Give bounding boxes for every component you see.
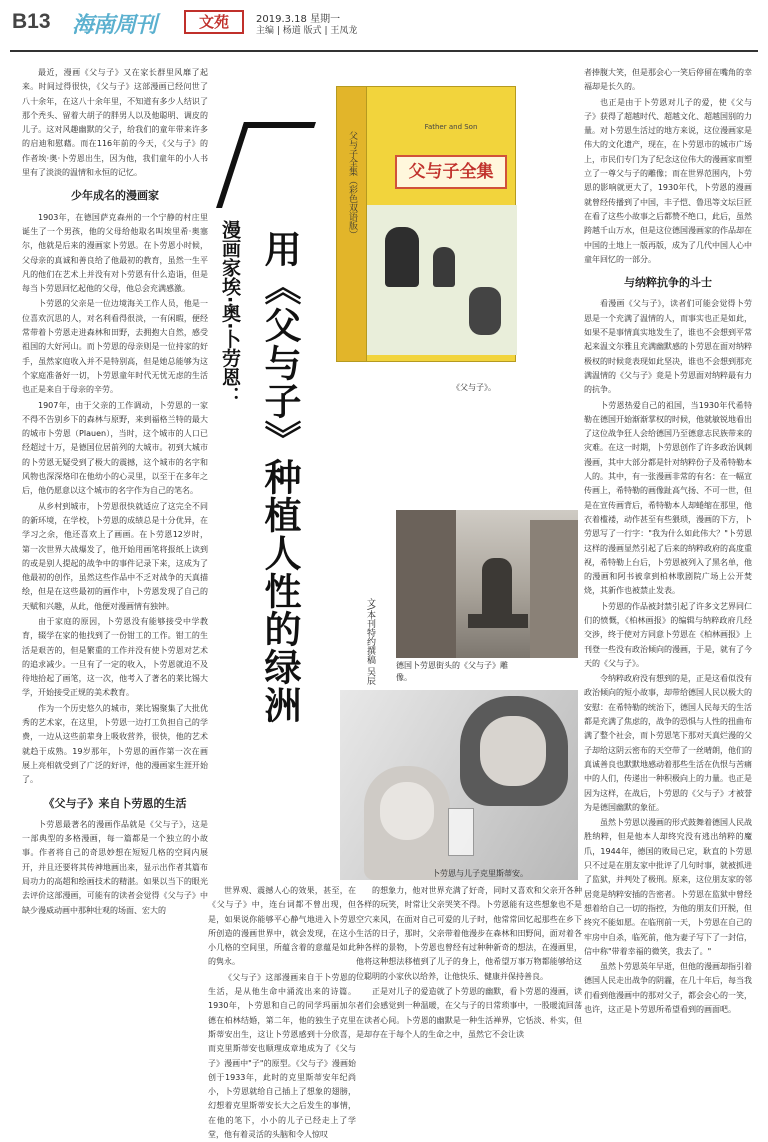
paragraph: 的想象力，他对世界充满了好奇，同时又喜欢和父亲开各种各样的玩笑，时常让父亲哭笑不得。卜劳恩能有这些想象也不是空穴来风，在面对自己可爱的儿子时，他常常回忆起那些在乡下生活的日子，那时，父亲带着他漫步在森林和田野间，面对着各种各样的景物，卜劳恩也曾经有过种种新奇的想法，在漫画里，他将这种想法移植到了儿子的身上，他希望万事万物都能够给这位聪明的小家伙以给养，让他快乐、健康并保持善良。	[356, 886, 582, 981]
paragraph: 卜劳恩的作品被封禁引起了许多文艺界同仁们的愤慨，《柏林画报》的编辑与纳粹政府几经交涉，终于使对方同意卜劳恩在《柏林画报》上刊登一些没有政治倾向的漫画，于是，就有了今天的《父与子》。	[584, 601, 752, 668]
paragraph: 看漫画《父与子》，读者们可能会觉得卜劳恩是一个充满了温情的人，而事实也正是如此，如果不是事情真实地发生了，谁也不会想到平常起来温文尔雅且充满幽默感的卜劳恩在面对纳粹极权的时候竟表现如此坚决，谁也不会想到那充满温情的《父与子》竟是卜劳恩面对纳粹最有力的抗争。	[584, 299, 752, 395]
section-label: 文苑	[184, 10, 244, 34]
cartoon-figure	[469, 287, 501, 335]
page-header	[0, 0, 768, 48]
section-heading: 少年成名的漫画家	[71, 189, 159, 203]
drinking-glass	[448, 808, 474, 856]
paragraph: 卜劳恩热爱自己的祖国，当1930年代希特勒在德国开始渐渐掌权的时候，他就敏锐地看出了这位战争狂人会给德国乃至德意志民族带来的灾难。在这一时期，卜劳恩创作了许多政治讽刺漫画，其中大部分都是针对纳粹份子及希特勒本人的。其中，有一张漫画非常的有名：在一幅宣传画上，希特勒的画像趾高气扬、不可一世，但是在宣传画背后，希特勒本人却蜷缩在那里，他衣着槛褛，动作甚至有些猥琐，漫画的下方，卜劳恩写了一行字："我为什么如此伟大？"卜劳恩这样的漫画显然引起了后来的纳粹政府的高度重视，希特勒上台后，卜劳恩被列入了黑名单，他的漫画和阿书被拿到柏林歌剧院广场上公开焚烧，其新作也被禁止发表。	[584, 400, 752, 596]
paragraph: 虽然卜劳恩英年早逝，但他的漫画却指引着德国人民走出战争的阴霾，在几十年后，每当我们看到他漫画中的那对父子，都会会心的一笑，也许，这正是卜劳恩所希望看到的画面吧。	[584, 962, 752, 1014]
paragraph: 最近，漫画《父与子》又在家长群里风靡了起来。时间过得很快，《父与子》这部漫画已经问世了八十余年，在这八十余年里，不知道有多少人结识了那个秃头、留着大胡子的胖男人以及他聪明、调皮的儿子。这对风趣幽默的父子，给我们的童年带来许多的启迪和慰藉。而在116年前的今天，《父与子》的作者埃·奥·卜劳恩出生，因为他，我们童年的小人书里有了淡淡的温情和永恒的记忆。	[22, 68, 208, 178]
paragraph: 虽然卜劳恩以漫画的形式鼓舞着德国人民战胜纳粹，但是他本人却终究没有逃出纳粹的魔爪，1944年，德国的败局已定，耿直的卜劳恩只不过是在朋友家中批评了几句时事，就被抓进了监狱，并判处了极刑。原来，这位朋友家的邻居竟是纳粹安插的告密者。卜劳恩在监狱中曾经想着给自己一切的指控，为他的朋友们开脱，但终究不能如愿。在临刑前一天，卜劳恩在自己的牢房中自杀，临死前，他为妻子写下了一封信，信中称"带着幸福的微笑，我去了。"	[584, 818, 752, 956]
article-column-1	[22, 66, 208, 1114]
building	[530, 520, 578, 658]
paragraph: 《父与子》这部漫画来自于卜劳恩的生活，是从他生命中涌流出来的诗篇。1930年，卜劳恩和自己的同学玛丽加尔德在柏林结婚，第二年，他的独生子克里斯蒂安出生，这让卜劳恩感到十分欣喜，而克里斯蒂安也顺理成章地成为了《父与子》漫画中"子"的原型。《父与子》漫画始创于1933年，此时的克里斯蒂安年纪尚小，卜劳恩就给自己插上了想象的翅膀，幻想着克里斯蒂安长大之后发生的事情，在他的笔下，小小的儿子已经走上了学堂，他有着灵活的头脑和令人惊叹	[208, 972, 356, 1140]
paragraph: 令纳粹政府没有想到的是，正是这看似没有政治倾向的短小故事，却带给德国人民以极大的安慰：在希特勒的统治下，德国人民每天的生活都是充满了焦虑的，战争的恐惧与人性的扭曲布满了整个社会，而卜劳恩笔下那对天真烂漫的父子却给这阴云密布的天空带了一丝晴朗，他们的真诚善良也默默地感动着那些生活在仇恨与苦痛中的人们，传递出一种积极向上的力量。也正是因为这样，在战后，卜劳恩的《父与子》才被誉为是德国幽默的象征。	[584, 674, 752, 812]
cartoon-son-figure	[433, 247, 455, 287]
father-son-photo	[340, 690, 578, 880]
book-caption: 《父与子》。	[452, 383, 496, 392]
article-column-2	[208, 884, 356, 1140]
book-cover-image	[336, 86, 516, 362]
paragraph: 1903年，在德国萨克森州的一个宁静的村庄里诞生了一个男孩，他的父母给他取名叫埃里希·奥塞尔，他就是后来的漫画家卜劳恩。在卜劳恩小时候，父母亲的真诚和善良给了他最初的教育，虽然一生平凡的他们在艺术上并没有对卜劳恩有什么造诣，但是每当卜劳恩回忆起他的父母，他总会充满感激。	[22, 212, 208, 294]
book-title: 父与子全集	[395, 155, 507, 189]
statue-base	[468, 614, 528, 628]
paragraph: 作为一个历史悠久的城市，莱比锡聚集了大批优秀的艺术家，在这里，卜劳恩一边打工负担自己的学费，一边从这些前辈身上吸收营养，很快，他的艺术就趋于成熟。19岁那年，卜劳恩的画作第一次在画展上亮相就受到了广泛的好评，他的漫画家生涯开始了。	[22, 703, 208, 785]
article-subtitle: 漫画家埃·奥·卜劳恩：	[219, 220, 241, 406]
son-face	[380, 782, 434, 840]
page-number: B13	[12, 10, 51, 33]
article-title: 用《父与子》种植人性的绿洲	[258, 230, 301, 724]
building	[396, 510, 456, 658]
section-heading: 与纳粹抗争的斗士	[624, 276, 712, 290]
book-spine-text: 父与子全集（彩色双语版）	[347, 131, 357, 239]
father-face	[480, 716, 546, 786]
statue-caption: 德国卜劳恩街头的《父与子》雕像。	[396, 661, 508, 682]
title-bracket-decoration	[216, 122, 316, 208]
paragraph: 者捧腹大笑，但是那会心一笑后停留在嘴角的幸福却是长久的。	[584, 68, 752, 92]
paragraph: 正是对儿子的爱造就了卜劳恩的幽默，看卜劳恩的漫画，读者们会感觉到一种温暖，在父与子的日常琐事中，一股暖流回荡在读者心间。卜劳恩的幽默是一种生活禅界，它恬淡、朴实，但是却存在于每个人的生命之中，虽然它不会让读	[356, 987, 582, 1039]
paragraph: 也正是由于卜劳恩对儿子的爱，使《父与子》获得了超越时代、超越文化、超越国别的力量。对卜劳恩生活过的地方来说，这位漫画家是伟大的文化遗产，现在，在卜劳恩市的城市广场上，市民们专门为了纪念这位伟大的漫画家而塑立了一尊父与子的雕像；而在世界范围内，卜劳恩的影响就更大了，1930年代，卜劳恩的漫画就曾经传播到了中国，丰子恺、鲁迅等文坛巨匠在看了这些小故事之后都赞不绝口，此后，虽然跨越千山万水，但是这位德国漫画家的作品却在中国的土地上一版再版，成为了几代中国人心中童年回忆的一部分。	[584, 97, 752, 264]
photo-caption: 卜劳恩与儿子克里斯蒂安。	[432, 869, 528, 878]
paragraph: 卜劳恩的父亲是一位边境海关工作人员，他是一位喜欢沉思的人，对名利看得很淡，一有闲暇，便经常带着卜劳恩走进森林和田野，去拥抱大自然，感受祖国的大好河山。而卜劳恩的母亲则是一位持家的好手，虽然家庭收入并不是特别高，但是她总能够为这个家庭准备好一切，卜劳恩童年时代无忧无虑的生活也正是来自于母亲的辛劳。	[22, 299, 208, 395]
cartoon-father-figure	[385, 227, 419, 287]
staff-credits: 主编 | 杨道 版式 | 王凤龙	[256, 26, 358, 36]
paragraph: 从乡村到城市，卜劳恩很快就适应了这完全不同的新环境，在学校，卜劳恩的成绩总是十分优异，在学习之余，他还喜欢上了画画。在卜劳恩12岁时，第一次世界大战爆发了，他开始用画笔将报纸上读到的或是别人提起的战争中的事件记录下来，这成为了他最初的创作，虽然这些作品中不乏对战争的天真描绘，但是在这些最初的画作中，卜劳恩发现了自己的天赋和兴趣，从此，他便对漫画情有独钟。	[22, 501, 208, 611]
header-rule	[10, 50, 758, 52]
statue	[482, 558, 512, 620]
book-subtitle: Father and Son	[424, 123, 478, 131]
section-heading: 《父与子》来自卜劳恩的生活	[43, 796, 187, 810]
byline: 文\本刊特约撰稿 吴辰	[365, 598, 375, 685]
issue-date: 2019.3.18 星期一	[256, 14, 341, 25]
paragraph: 1907年，由于父亲的工作调动，卜劳恩的一家不得不告别乡下的森林与原野，来到福格兰特的最大的城市卜劳恩（Plauen），当时，这个城市的人口已经超过十万，是德国位居前列的大城市。初到大城市的卜劳恩无疑受到了极大的震撼，这个城市的名字和风物也深深烙印在他幼小的心灵里，以至于在多年之后，他仍愿意以这个城市的名字作为自己的笔名。	[22, 400, 208, 496]
paragraph: 卜劳恩最著名的漫画作品就是《父与子》，这是一部典型的多格漫画，每一篇都是一个独立的小故事。作者将自己的奇思妙想在短短几格的空间内展开，并且还要将其传神地画出来，显示出作者其篇布局功力的高超和绘画技术的精湛。如果以当下的眼光去评价这部漫画，可能有的读者会觉得《父与子》中缺少漫威动画中那种壮观的场面、宏大的	[22, 819, 208, 915]
statue-photo	[396, 510, 578, 658]
newspaper-logo: 海南周刊	[72, 13, 157, 38]
article-column-4	[584, 66, 752, 1114]
article-column-3	[356, 884, 582, 1114]
paragraph: 世界观、震撼人心的效果，甚至，在《父与子》中，连台词都不曾出现，但是，如果说你能够平心静气地进入卜劳恩所创造的漫画世界中，就会发现，在这小小几格的空间里，所蕴含着的意蕴是如此的隽永。	[208, 886, 356, 967]
paragraph: 由于家庭的原因，卜劳恩没有能够接受中学教育，辍学在家的他找到了一份钳工的工作。钳工的生活是艰苦的，但是繁重的工作并没有使卜劳恩对艺术的追求减少。一旦有了一定的收入，卜劳恩就迫不及待地拾起了画笔，这一次，他考入了著名的莱比锡大学，开始接受正规的美术教育。	[22, 616, 208, 698]
